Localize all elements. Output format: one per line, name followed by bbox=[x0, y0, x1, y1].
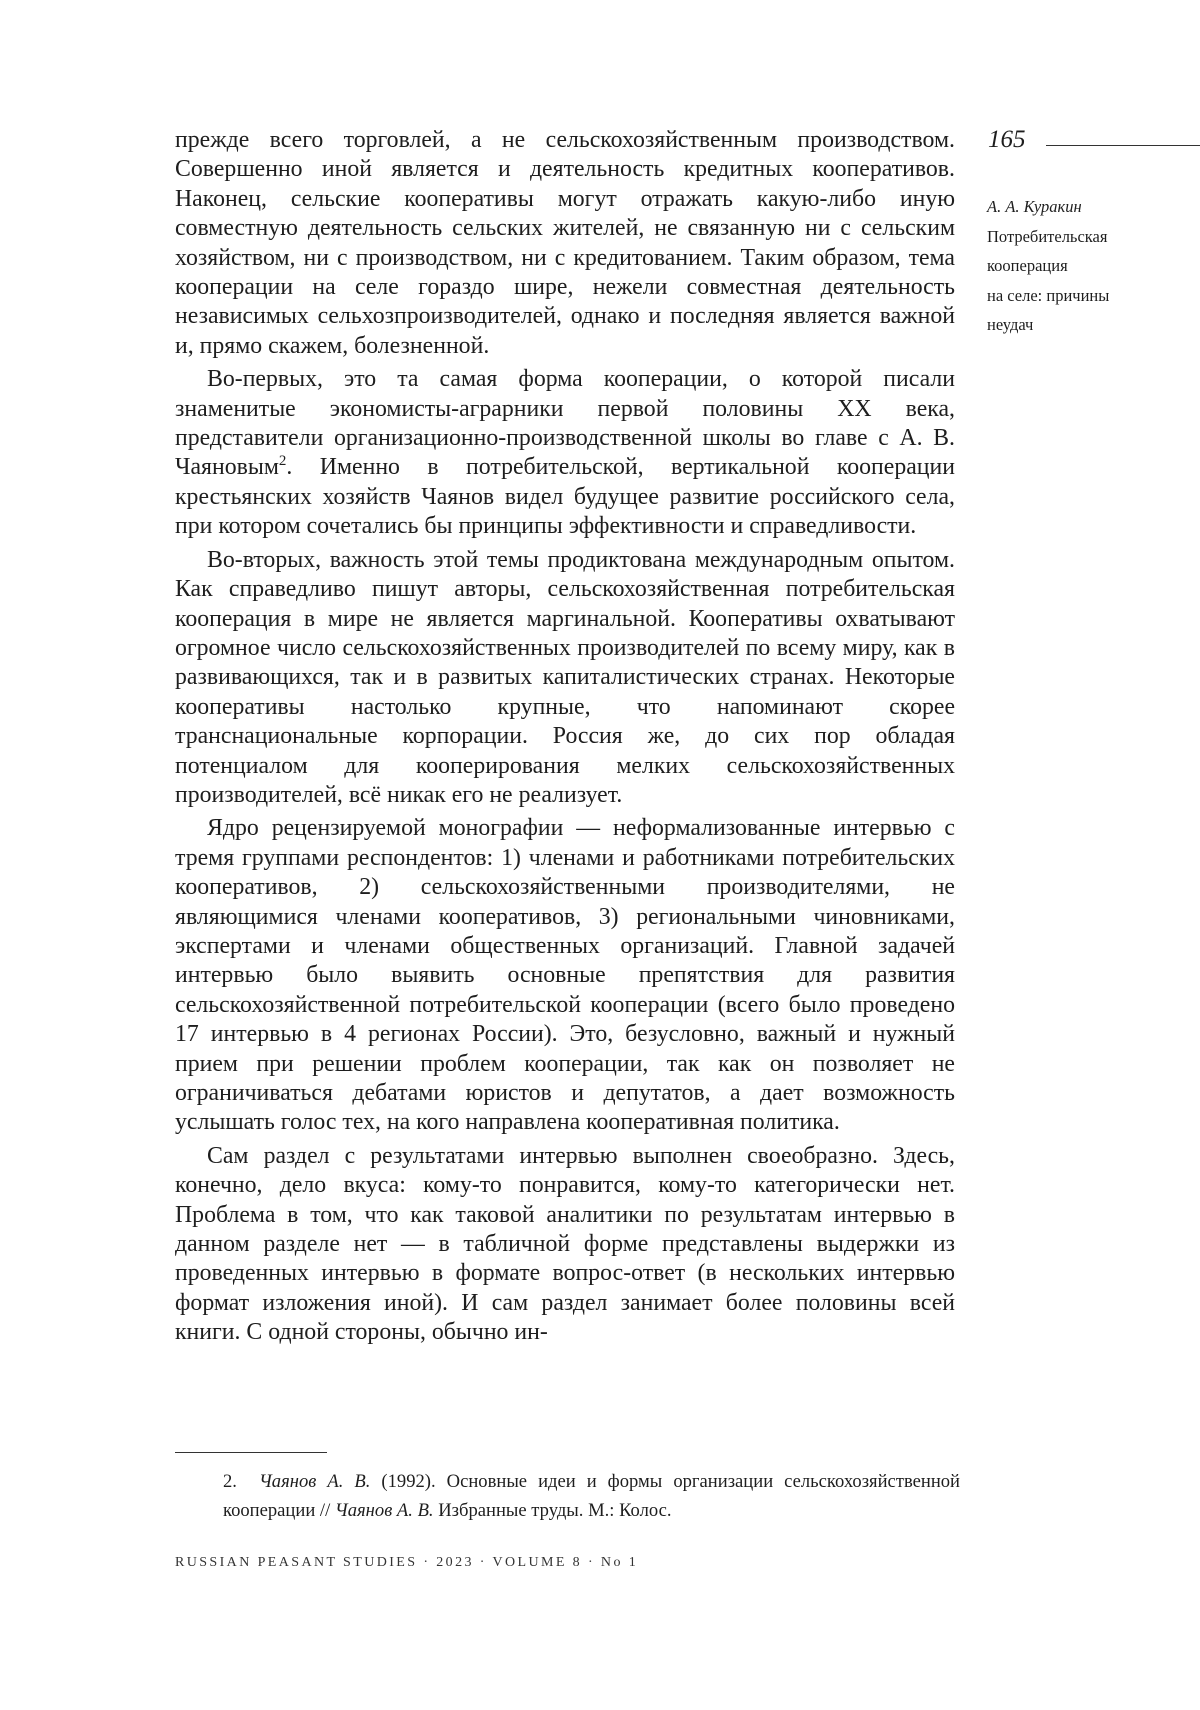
sidebar-title-line: кооперация bbox=[987, 256, 1068, 275]
footnote-author: Чаянов А. В. bbox=[334, 1500, 434, 1521]
paragraph-2-text: Во-первых, это та самая форма кооперации, о которой писали знаменитые экономисты-аграрники первой половины XX века, представители организационно-производственной школы во главе с А. В. Чаяновым bbox=[175, 366, 955, 481]
footnote-rule bbox=[175, 1452, 327, 1453]
sidebar-author: А. А. Куракин bbox=[987, 197, 1082, 216]
paragraph-4: Ядро рецензируемой монографии — неформализованные интервью с тремя группами респондентов: 1) членами и работниками потребительских кооперативов, 2) сельскохозяйственными производителями, не являющимися членами кооперативов, 3) региональными чиновниками, экспертами и членами общественных организаций. Главной задачей интервью было выявить основные препятствия для развития сельскохозяйственной потребительской кооперации (всего было проведено 17 интервью в 4 регионах России). Это, безусловно, важный и нужный прием при решении проблем кооперации, так как он позволяет не ограничиваться дебатами юристов и депутатов, а дает возможность услышать голос тех, на кого направлена кооперативная политика. bbox=[175, 815, 955, 1136]
paragraph-5: Сам раздел с результатами интервью выполнен своеобразно. Здесь, конечно, дело вкуса: кому-то понравится, кому-то категорически нет. Проблема в том, что как таковой аналитики по результатам интервью в данном разделе нет — в табличной форме представлены выдержки из проведенных интервью в формате вопрос-ответ (в нескольких интервью формат изложения иной). И сам раздел занимает более половины всей книги. С одной стороны, обычно ин- bbox=[175, 1142, 955, 1346]
footnote-number: 2. bbox=[223, 1471, 237, 1492]
journal-footer: RUSSIAN PEASANT STUDIES · 2023 · VOLUME 8 · No 1 bbox=[175, 1555, 639, 1570]
footnote-text: (1992). Основные идеи и формы организации сельскохозяйственной кооперации // bbox=[223, 1471, 961, 1521]
footnote-author: Чаянов А. В. bbox=[259, 1471, 371, 1492]
page-number: 165 bbox=[988, 126, 1026, 153]
paragraph-2-text-cont: . Именно в потребительской, вертикальной кооперации крестьянских хозяйств Чаянов видел будущее развитие российского села, при котором сочетались бы принципы эффективности и справедливости. bbox=[175, 454, 955, 540]
sidebar-title-line: Потребительская bbox=[987, 226, 1108, 246]
footnote-2 bbox=[175, 1467, 960, 1525]
footnote-ref-2[interactable]: 2 bbox=[278, 453, 287, 470]
main-text bbox=[175, 126, 955, 1352]
paragraph-3: Во-вторых, важность этой темы продиктована международным опытом. Как справедливо пишут авторы, сельскохозяйственная потребительская кооперация в мире не является маргинальной. Кооперативы охватывают огромное число сельскохозяйственных производителей по всему миру, как в развивающихся, так и в развитых капиталистических странах. Некоторые кооперативы настолько крупные, что напоминают скорее транснациональные корпорации. Россия же, до сих пор обладая потенциалом для кооперирования мелких сельскохозяйственных производителей, всё никак его не реализует. bbox=[175, 546, 955, 808]
footnote-text: Избранные труды. М.: Колос. bbox=[433, 1500, 672, 1521]
running-header-sidebar bbox=[987, 192, 1187, 340]
sidebar-title-line: неудач bbox=[987, 315, 1034, 334]
paragraph-1: прежде всего торговлей, а не сельскохозяйственным производством. Совершенно иной является и деятельность кредитных кооперативов. Наконец, сельские кооперативы могут отражать какую-либо иную совместную деятельность сельских жителей, не связанную ни с сельским хозяйством, ни с производством, ни с кредитованием. Таким образом, тема кооперации на селе гораздо шире, нежели совместная деятельность независимых сельхозпроизводителей, однако и последняя является важной и, прямо скажем, болезненной. bbox=[175, 127, 955, 359]
page-number-rule bbox=[1046, 145, 1200, 146]
sidebar-title-line: на селе: причины bbox=[987, 285, 1110, 305]
paragraph-2 bbox=[175, 365, 955, 541]
